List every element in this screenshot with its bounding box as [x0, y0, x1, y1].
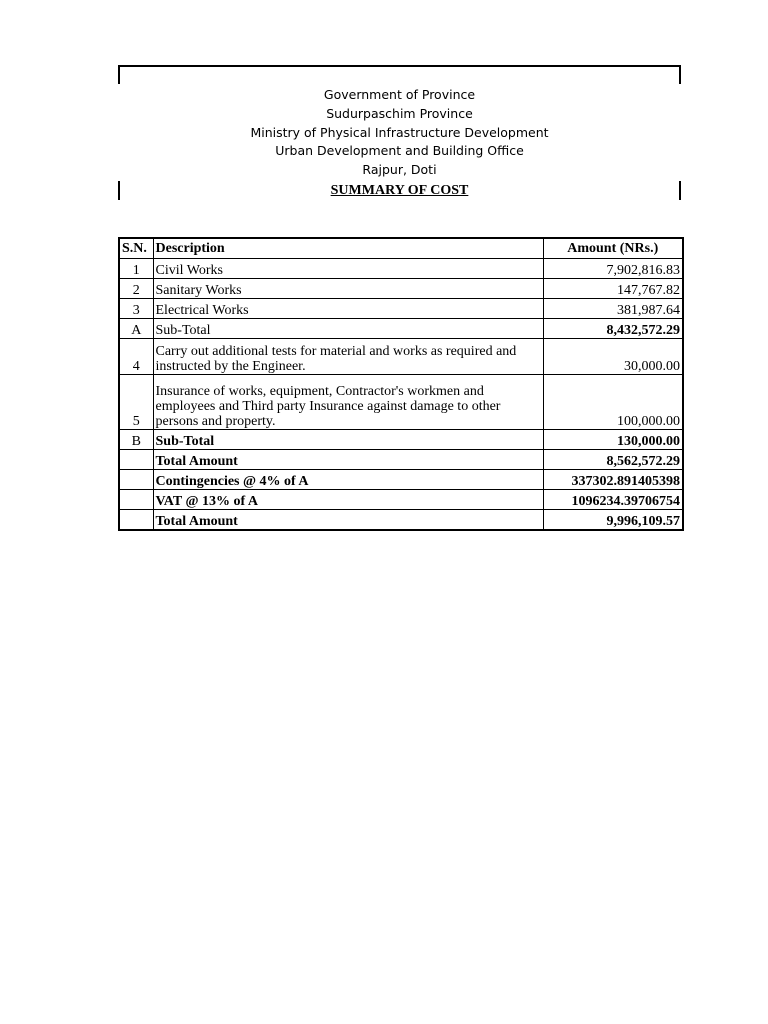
header-corner-mark	[679, 65, 681, 84]
header-corner-mark	[118, 65, 120, 84]
cell-amount: 8,432,572.29	[543, 319, 683, 339]
cell-amount: 100,000.00	[543, 375, 683, 430]
cell-sn	[119, 450, 153, 470]
cell-description: VAT @ 13% of A	[153, 490, 543, 510]
column-header-sn: S.N.	[119, 238, 153, 259]
cell-sn: B	[119, 430, 153, 450]
cell-amount: 130,000.00	[543, 430, 683, 450]
header-line-office: Urban Development and Building Office	[275, 143, 524, 159]
cell-sn: 3	[119, 299, 153, 319]
cell-description: Carry out additional tests for material and works as required and instructed by the Engineer.	[153, 339, 543, 375]
column-header-amount: Amount (NRs.)	[543, 238, 683, 259]
table-row	[119, 375, 683, 430]
cell-description: Contingencies @ 4% of A	[153, 470, 543, 490]
cell-sn: 4	[119, 339, 153, 375]
cell-amount: 30,000.00	[543, 339, 683, 375]
cell-sn: 1	[119, 259, 153, 279]
cell-sn	[119, 470, 153, 490]
table-row	[119, 339, 683, 375]
cell-amount: 9,996,109.57	[543, 510, 683, 531]
column-header-description: Description	[153, 238, 543, 259]
cell-sn: A	[119, 319, 153, 339]
header-line-ministry: Ministry of Physical Infrastructure Development	[250, 124, 549, 140]
grand-total-row	[119, 510, 683, 531]
subtotal-row	[119, 430, 683, 450]
table-row	[119, 259, 683, 279]
cell-amount: 7,902,816.83	[543, 259, 683, 279]
table-row	[119, 279, 683, 299]
header-top-border	[118, 65, 681, 67]
subtotal-row	[119, 319, 683, 339]
header-lines	[118, 86, 681, 180]
contingencies-row	[119, 470, 683, 490]
cell-sn: 5	[119, 375, 153, 430]
cell-description: Sub-Total	[153, 319, 543, 339]
document-header	[118, 65, 681, 199]
cost-summary-table	[118, 237, 684, 531]
cell-description: Insurance of works, equipment, Contractor's workmen and employees and Third party Insurance against damage to other persons and property.	[153, 375, 543, 430]
cell-amount: 8,562,572.29	[543, 450, 683, 470]
cell-description: Total Amount	[153, 510, 543, 531]
total-row	[119, 450, 683, 470]
header-line-location: Rajpur, Doti	[362, 162, 437, 178]
table-header-row	[119, 238, 683, 259]
cell-description: Sanitary Works	[153, 279, 543, 299]
cell-amount: 381,987.64	[543, 299, 683, 319]
cell-description: Electrical Works	[153, 299, 543, 319]
page-title: SUMMARY OF COST	[330, 183, 469, 198]
cell-description: Civil Works	[153, 259, 543, 279]
header-line-government: Government of Province	[323, 87, 476, 102]
cell-amount: 337302.891405398	[543, 470, 683, 490]
cell-amount: 147,767.82	[543, 279, 683, 299]
cell-description: Total Amount	[153, 450, 543, 470]
cell-sn	[119, 490, 153, 510]
cell-amount: 1096234.39706754	[543, 490, 683, 510]
vat-row	[119, 490, 683, 510]
header-line-province: Sudurpaschim Province	[326, 105, 473, 121]
cell-description: Sub-Total	[153, 430, 543, 450]
table-row	[119, 299, 683, 319]
cell-sn: 2	[119, 279, 153, 299]
cell-sn	[119, 510, 153, 531]
